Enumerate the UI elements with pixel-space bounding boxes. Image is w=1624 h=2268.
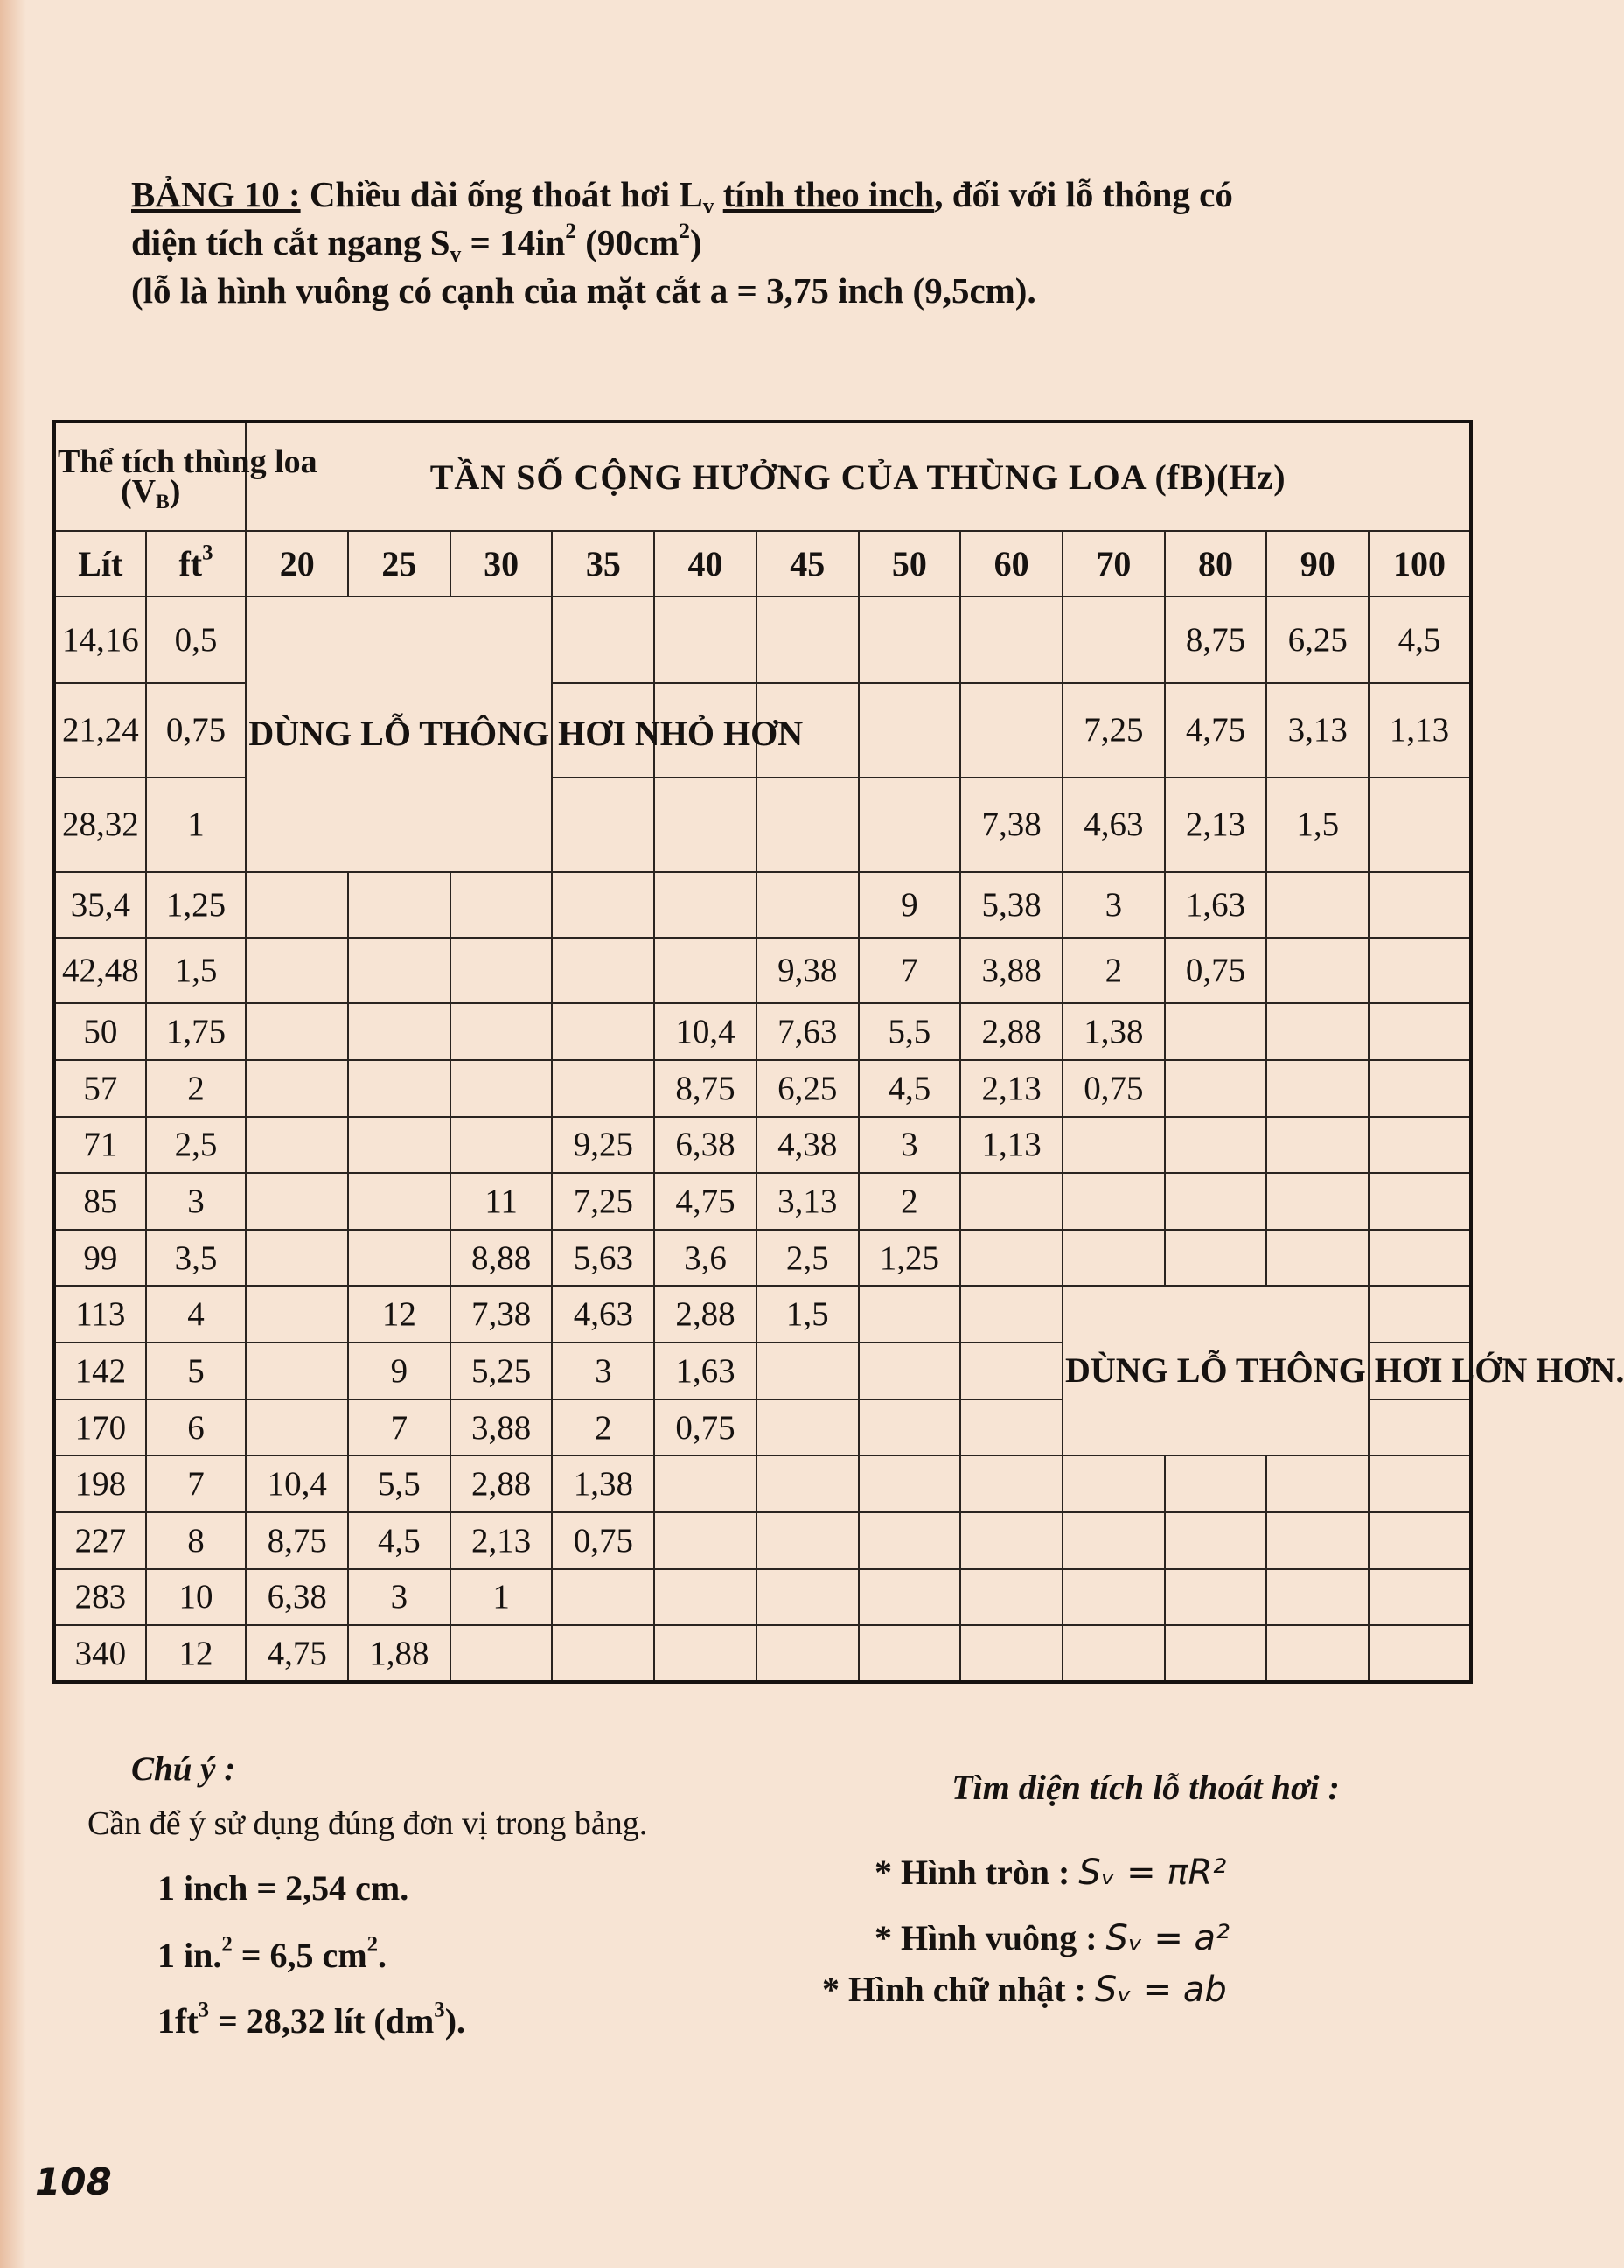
volume-ft3-cell: 6 [146,1399,247,1456]
freq-col-header: 25 [348,531,450,597]
caption-line-2: diện tích cắt ngang $S_v = 14in^2$ $(90cm^2)$ [131,218,702,267]
vent-length-cell [450,938,553,1003]
rectangle-formula: * Hình chữ nhật : Sᵥ = ab [822,1970,1227,2010]
vent-length-cell: 9,25 [552,1117,654,1174]
conversion-inch: 1 inch = 2,54 cm. [157,1868,409,1908]
vent-length-cell [859,1455,961,1512]
square-formula: * Hình vuông : Sᵥ = a² [875,1918,1230,1958]
vent-length-cell [960,1286,1063,1343]
volume-ft3-cell: 1,25 [146,872,247,938]
vent-length-cell: 1,25 [859,1230,961,1287]
vent-length-cell: 2,88 [654,1286,756,1343]
volume-liters-cell: 28,32 [54,778,146,872]
vent-length-cell: 11 [450,1173,553,1230]
volume-liters-cell: 42,48 [54,938,146,1003]
circle-formula: * Hình tròn : Sᵥ = πR² [875,1853,1227,1893]
vent-length-cell: 3 [859,1117,961,1174]
table-caption [131,171,1478,315]
volume-header: Thể tích thùng loa $(V_B)$ [54,422,246,531]
vent-length-cell: 5,63 [552,1230,654,1287]
vent-length-cell [1369,1625,1471,1682]
vent-length-cell [552,597,654,683]
vent-length-cell: 3,88 [960,938,1063,1003]
vent-length-cell [450,1003,553,1060]
table-row [54,1286,1471,1343]
volume-ft3-cell: 1 [146,778,247,872]
vent-length-cell: 1,5 [1266,778,1369,872]
vent-length-cell [1165,1512,1267,1569]
vent-length-cell: 1,38 [552,1455,654,1512]
vent-length-cell [756,1569,859,1626]
vent-length-cell: 7 [859,938,961,1003]
volume-ft3-cell: 3 [146,1173,247,1230]
vent-length-cell [1266,1625,1369,1682]
vent-length-cell [859,778,961,872]
vent-length-cell [756,1455,859,1512]
vent-length-cell: 4,38 [756,1117,859,1174]
vent-length-cell: 0,75 [552,1512,654,1569]
vent-length-cell: 2 [859,1173,961,1230]
vent-length-cell [859,1286,961,1343]
freq-col-header: 80 [1165,531,1267,597]
page-edge-shadow [0,0,26,2268]
vent-length-cell [552,1060,654,1117]
vent-length-cell [1165,1117,1267,1174]
volume-liters-cell: 283 [54,1569,146,1626]
vent-length-cell: 5,5 [348,1455,450,1512]
table-row [54,872,1471,938]
vent-length-cell: 0,75 [654,1399,756,1456]
vent-length-cell [654,1455,756,1512]
vent-length-cell: 9 [859,872,961,938]
vent-length-cell: 4,5 [859,1060,961,1117]
vent-length-cell [859,683,961,778]
vent-length-cell [348,1003,450,1060]
header-row-2 [54,531,1471,597]
vent-length-cell [654,938,756,1003]
vent-length-cell: 1,88 [348,1625,450,1682]
vent-length-cell [756,1512,859,1569]
volume-ft3-cell: 3,5 [146,1230,247,1287]
vent-length-cell [1369,1003,1471,1060]
area-formulas [822,1767,1469,2010]
vent-length-cell: 3,6 [654,1230,756,1287]
vent-length-cell [960,1625,1063,1682]
vent-length-cell [348,1117,450,1174]
vent-length-cell: 2,13 [450,1512,553,1569]
freq-col-header: 50 [859,531,961,597]
vent-length-cell [1369,1455,1471,1512]
vent-length-cell: 1,63 [654,1343,756,1399]
vent-length-cell [450,872,553,938]
vent-length-cell [756,597,859,683]
vent-length-cell [859,1343,961,1399]
vent-length-cell [960,1173,1063,1230]
vent-length-cell [1165,1569,1267,1626]
caption-line-1: BẢNG 10 : Chiều dài ống thoát hơi $L_v$ tính theo inch, đối với lỗ thông có [131,174,1233,219]
freq-col-header: 70 [1063,531,1165,597]
vent-length-cell: 3,13 [1266,683,1369,778]
vent-length-cell [654,1625,756,1682]
vent-length-cell [246,938,348,1003]
vent-length-cell: 10,4 [654,1003,756,1060]
table-row [54,1117,1471,1174]
vent-length-cell [859,597,961,683]
table-row [54,1625,1471,1682]
volume-ft3-cell: 5 [146,1343,247,1399]
unit-ft3-header: $ft^3$ [146,531,247,597]
vent-length-cell [1165,1625,1267,1682]
vent-length-cell [756,1343,859,1399]
vent-length-cell [1266,872,1369,938]
vent-length-cell [1369,1569,1471,1626]
frequency-header: TẦN SỐ CỘNG HƯỞNG CỦA THÙNG LOA (fB)(Hz) [246,422,1471,531]
vent-length-cell [960,1512,1063,1569]
vent-length-cell: 7,25 [1063,683,1165,778]
vent-length-cell [246,1173,348,1230]
vent-length-cell: 0,75 [1063,1060,1165,1117]
vent-length-cell [756,1625,859,1682]
vent-length-cell: 6,25 [756,1060,859,1117]
vent-length-cell [1266,1569,1369,1626]
vent-length-cell: 8,75 [246,1512,348,1569]
vent-length-cell: 7,25 [552,1173,654,1230]
vent-length-cell [1165,1173,1267,1230]
freq-col-header: 100 [1369,531,1471,597]
vent-length-cell: 4,5 [348,1512,450,1569]
vent-length-cell [859,1399,961,1456]
vent-length-cell [1063,1117,1165,1174]
vent-length-cell [246,1117,348,1174]
vent-length-cell [960,1230,1063,1287]
vent-length-cell [960,1399,1063,1456]
vent-length-cell [1369,1286,1471,1343]
vent-length-cell: 7,63 [756,1003,859,1060]
vent-length-cell [246,1343,348,1399]
unit-lit-header: Lít [54,531,146,597]
vent-length-cell: 3,13 [756,1173,859,1230]
vent-length-cell: 3 [348,1569,450,1626]
vent-length-cell [1369,1512,1471,1569]
vent-length-cell: 1 [450,1569,553,1626]
vent-length-cell: 5,5 [859,1003,961,1060]
vent-length-cell: 8,75 [654,1060,756,1117]
vent-length-cell [756,1399,859,1456]
vent-length-cell: 1,13 [1369,683,1471,778]
volume-ft3-cell: 0,75 [146,683,247,778]
vent-length-cell [1369,1173,1471,1230]
vent-length-cell [756,778,859,872]
freq-col-header: 90 [1266,531,1369,597]
vent-length-cell: 8,75 [1165,597,1267,683]
vent-length-cell [960,1343,1063,1399]
vent-length-cell [654,778,756,872]
vent-length-cell [1165,1230,1267,1287]
vent-length-cell [348,1230,450,1287]
vent-length-cell [246,1230,348,1287]
vent-length-cell: 4,75 [1165,683,1267,778]
note-title: Chú ý : [131,1750,236,1788]
vent-length-cell [1266,1230,1369,1287]
vent-length-cell [1369,872,1471,938]
vent-length-cell [552,1625,654,1682]
note-text: Cần để ý sử dụng đúng đơn vị trong bảng. [87,1805,648,1842]
table-row [54,1569,1471,1626]
vent-length-cell [1266,1003,1369,1060]
vent-length-cell [960,597,1063,683]
table-row [54,1230,1471,1287]
vent-length-cell [1369,1060,1471,1117]
vent-length-cell: 2 [1063,938,1165,1003]
vent-length-cell [552,1003,654,1060]
vent-length-cell: 1,63 [1165,872,1267,938]
table-row [54,597,1471,683]
vent-length-cell [1063,1512,1165,1569]
vent-length-cell [1165,1003,1267,1060]
vent-length-cell: 4,63 [552,1286,654,1343]
vent-length-cell [1266,1512,1369,1569]
page-number: 108 [35,2160,112,2203]
vent-length-cell: 4,75 [654,1173,756,1230]
vent-length-cell [1165,1060,1267,1117]
vent-length-cell: 7 [348,1399,450,1456]
volume-liters-cell: 99 [54,1230,146,1287]
area-title: Tìm diện tích lỗ thoát hơi : [951,1768,1340,1807]
volume-liters-cell: 21,24 [54,683,146,778]
vent-length-cell: 0,75 [1165,938,1267,1003]
freq-col-header: 60 [960,531,1063,597]
vent-length-cell [246,1003,348,1060]
vent-length-cell [1063,1455,1165,1512]
vent-length-cell: 2,88 [450,1455,553,1512]
vent-length-cell [1266,1117,1369,1174]
vent-length-cell [1063,597,1165,683]
freq-col-header: 30 [450,531,553,597]
vent-length-cell [552,778,654,872]
vent-length-cell [654,872,756,938]
volume-liters-cell: 170 [54,1399,146,1456]
volume-ft3-cell: 10 [146,1569,247,1626]
volume-liters-cell: 198 [54,1455,146,1512]
vent-length-cell [552,872,654,938]
vent-length-cell [1063,1625,1165,1682]
vent-length-cell [859,1625,961,1682]
vent-length-cell [1266,1060,1369,1117]
vent-length-cell: 1,5 [756,1286,859,1343]
vent-length-cell: 5,25 [450,1343,553,1399]
vent-length-cell [1266,938,1369,1003]
vent-length-cell [450,1117,553,1174]
conversion-cubic-ft: $1ft^3 = 28,32$ lít $(dm^3)$. [157,1998,466,2041]
vent-length-cell: 3,88 [450,1399,553,1456]
freq-col-header: 20 [246,531,348,597]
vent-length-cell [1063,1569,1165,1626]
vent-length-cell [1063,1173,1165,1230]
notes-section [87,1749,787,2041]
vent-length-cell: 10,4 [246,1455,348,1512]
vent-length-cell [960,1569,1063,1626]
conversion-sq-inch: 1 in.$^2$ = 6,5 $cm^2$. [157,1932,387,1975]
vent-length-cell: 2,5 [756,1230,859,1287]
table-row [54,1060,1471,1117]
vent-length-cell [450,1625,553,1682]
table-body [54,597,1624,1682]
vent-length-cell [859,1512,961,1569]
volume-liters-cell: 57 [54,1060,146,1117]
volume-ft3-cell: 1,75 [146,1003,247,1060]
volume-ft3-cell: 2 [146,1060,247,1117]
volume-ft3-cell: 12 [146,1625,247,1682]
use-smaller-vent-note: DÙNG LỖ THÔNG HƠI NHỎ HƠN [246,597,552,872]
header-row-1 [54,422,1471,531]
vent-length-cell [960,1455,1063,1512]
vent-length-cell: 2,13 [960,1060,1063,1117]
volume-ft3-cell: 0,5 [146,597,247,683]
freq-col-header: 40 [654,531,756,597]
volume-liters-cell: 227 [54,1512,146,1569]
table-row [54,1512,1471,1569]
vent-length-cell: 6,38 [246,1569,348,1626]
freq-col-header: 35 [552,531,654,597]
vent-length-cell [756,872,859,938]
volume-ft3-cell: 8 [146,1512,247,1569]
volume-liters-cell: 142 [54,1343,146,1399]
volume-liters-cell: 71 [54,1117,146,1174]
vent-length-cell [348,938,450,1003]
vent-length-cell [859,1569,961,1626]
vent-length-cell [450,1060,553,1117]
vent-length-cell [1165,1455,1267,1512]
volume-liters-cell: 14,16 [54,597,146,683]
volume-liters-cell: 35,4 [54,872,146,938]
volume-liters-cell: 340 [54,1625,146,1682]
vent-length-cell: 4,5 [1369,597,1471,683]
vent-length-cell [246,1060,348,1117]
caption-line-3: (lỗ là hình vuông có cạnh của mặt cắt a = 3,75 inch (9,5cm). [131,270,1036,311]
freq-col-header: 45 [756,531,859,597]
vent-length-cell [1369,1230,1471,1287]
vent-length-cell: 5,38 [960,872,1063,938]
volume-ft3-cell: 1,5 [146,938,247,1003]
vent-length-cell [1369,1117,1471,1174]
vent-length-cell [348,1060,450,1117]
caption-label: BẢNG 10 : [131,174,301,214]
vent-length-cell [1266,1173,1369,1230]
table-row [54,1003,1471,1060]
table-row [54,938,1471,1003]
vent-length-cell: 4,63 [1063,778,1165,872]
vent-length-cell [1369,1399,1471,1456]
vent-length-cell [1266,1455,1369,1512]
vent-length-cell: 6,38 [654,1117,756,1174]
vent-length-cell: 7,38 [960,778,1063,872]
vent-length-cell [654,1512,756,1569]
vent-length-cell [552,1569,654,1626]
vent-length-cell: 1,13 [960,1117,1063,1174]
vent-length-cell [654,597,756,683]
vent-length-cell: 9 [348,1343,450,1399]
volume-liters-cell: 50 [54,1003,146,1060]
vent-length-cell: 2,13 [1165,778,1267,872]
vent-length-cell: 7,38 [450,1286,553,1343]
volume-liters-cell: 85 [54,1173,146,1230]
vent-length-cell: 8,88 [450,1230,553,1287]
vent-length-cell: 2 [552,1399,654,1456]
vent-length-cell [1063,1230,1165,1287]
vent-length-cell: 2,88 [960,1003,1063,1060]
vent-length-cell: 1,38 [1063,1003,1165,1060]
volume-ft3-cell: 2,5 [146,1117,247,1174]
vent-length-cell: 3 [552,1343,654,1399]
vent-length-cell [552,938,654,1003]
volume-ft3-cell: 7 [146,1455,247,1512]
vent-length-cell: 6,25 [1266,597,1369,683]
vent-length-cell [348,1173,450,1230]
vent-length-cell: 4,75 [246,1625,348,1682]
vent-length-cell [246,1399,348,1456]
vent-length-cell [348,872,450,938]
vent-length-cell: 12 [348,1286,450,1343]
vent-length-cell [654,1569,756,1626]
volume-liters-cell: 113 [54,1286,146,1343]
vent-length-cell: 9,38 [756,938,859,1003]
vent-length-table [52,420,1624,1684]
table-row [54,1455,1471,1512]
volume-ft3-cell: 4 [146,1286,247,1343]
vent-length-cell [246,872,348,938]
vent-length-cell [1369,938,1471,1003]
vent-length-cell [1369,778,1471,872]
vent-length-cell [246,1286,348,1343]
use-larger-vent-note: DÙNG LỖ THÔNG HƠI LỚN HƠN. [1063,1286,1369,1455]
vent-length-cell: 3 [1063,872,1165,938]
vent-length-cell [960,683,1063,778]
table-row [54,1173,1471,1230]
